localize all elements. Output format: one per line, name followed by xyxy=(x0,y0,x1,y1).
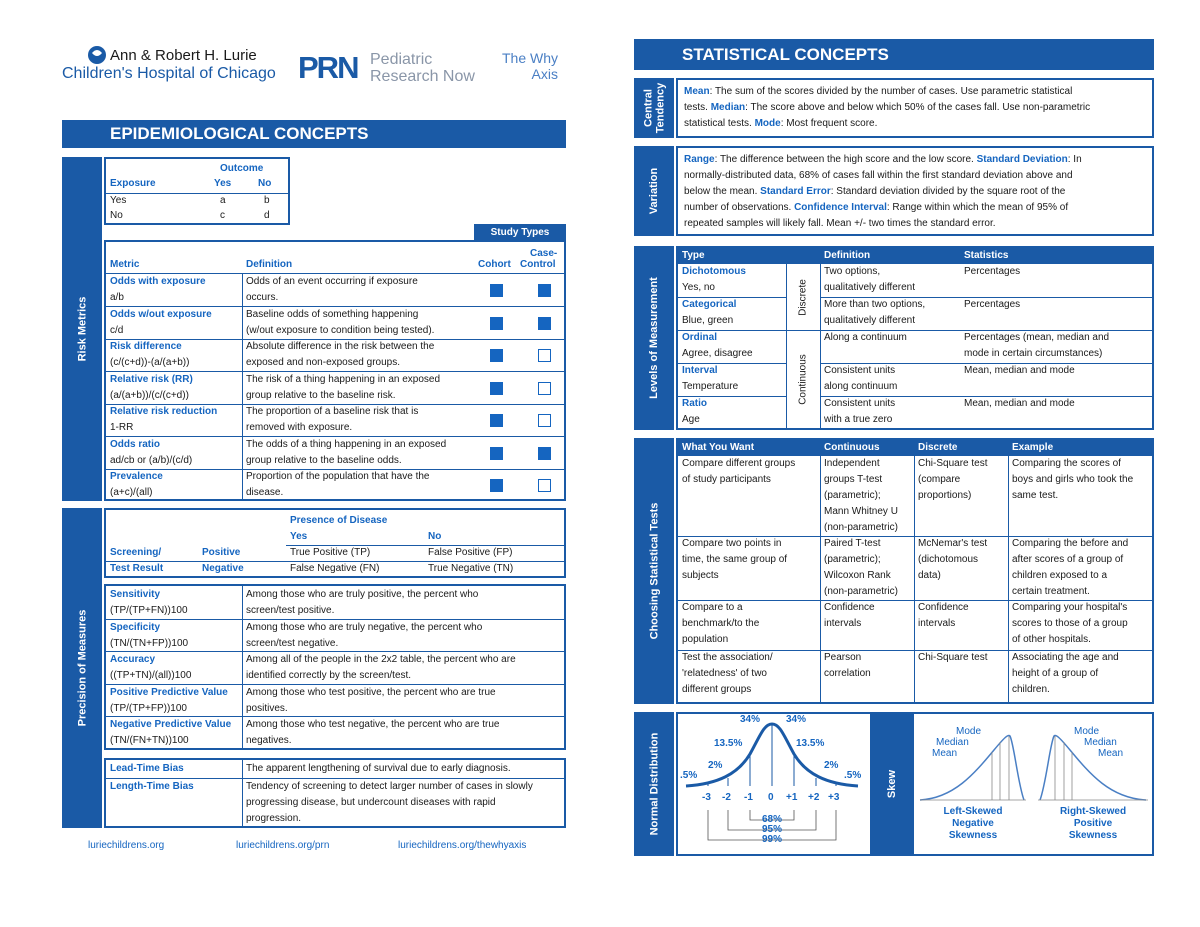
case-control-box-icon xyxy=(538,479,551,492)
left-mode: Mode xyxy=(956,726,982,737)
measure-def-2: identified correctly by the screen/test. xyxy=(246,670,412,681)
variation-segment: Confidence Interval xyxy=(794,202,887,213)
tests-head-ex: Example xyxy=(1012,442,1054,453)
pct-135-right: 13.5% xyxy=(796,738,825,749)
left-median: Median xyxy=(936,737,969,748)
central-text xyxy=(684,84,1146,132)
test-cont: groups T-test xyxy=(824,474,883,485)
case-control-box-icon xyxy=(538,317,551,330)
sd-tick--1: -1 xyxy=(744,792,753,803)
test-cont: (non-parametric) xyxy=(824,522,898,533)
central-segment: Mean xyxy=(684,86,710,97)
level-type: Ratio xyxy=(682,398,707,409)
metric-def-2: group relative to the baseline odds. xyxy=(246,454,402,466)
variation-line xyxy=(684,184,1146,200)
tests-table xyxy=(676,438,1154,704)
central-side-1: Central xyxy=(642,89,654,127)
level-def-1: Two options, xyxy=(824,266,881,277)
variation-label: Variation xyxy=(648,167,660,215)
pct-135-left: 13.5% xyxy=(714,738,743,749)
metric-def-2: disease. xyxy=(246,487,284,498)
level-example: Age xyxy=(682,414,700,425)
pct-05-left: .5% xyxy=(680,770,698,781)
pct-34-right: 34% xyxy=(786,714,807,725)
test-cont: (parametric); xyxy=(824,490,881,501)
test-cont: Mann Whitney U xyxy=(824,506,898,517)
measure-def-1: Among all of the people in the 2x2 table, the percent who are xyxy=(246,654,516,665)
metric-def-2: removed with exposure. xyxy=(246,422,353,433)
test-disc: Confidence xyxy=(918,602,969,613)
metric-def-1: Baseline odds of something happening xyxy=(246,308,419,320)
level-def-2: along continuum xyxy=(824,381,898,392)
variation-line xyxy=(684,200,1146,216)
pct-05-right: .5% xyxy=(844,770,862,781)
test-want: different groups xyxy=(682,684,752,695)
test-want: Compare two points in xyxy=(682,538,782,549)
true-positive: True Positive (TP) xyxy=(290,547,371,558)
cohort-box-icon xyxy=(490,349,503,362)
presence-label: Presence of Disease xyxy=(290,515,388,526)
test-want: benchmark/to the xyxy=(682,618,760,629)
prn-line2: Research Now xyxy=(370,68,475,85)
level-stat-2: mode in certain circumstances) xyxy=(964,348,1103,359)
test-ex: Comparing the scores of xyxy=(1012,458,1121,469)
study-types-label: Study Types xyxy=(490,227,550,238)
test-disc: (dichotomous xyxy=(918,554,979,565)
bias-name: Lead-Time Bias xyxy=(110,763,184,774)
measure-def-1: Among those who test positive, the percent who are true xyxy=(246,686,496,698)
sd-tick-3: +3 xyxy=(828,792,840,803)
metric-def-1: Proportion of the population that have the xyxy=(246,471,430,482)
link-whyaxis[interactable]: luriechildrens.org/thewhyaxis xyxy=(398,840,527,851)
level-stat-1: Mean, median and mode xyxy=(964,365,1075,376)
measure-def-2: screen/test positive. xyxy=(246,605,335,616)
central-segment: Mode xyxy=(754,118,781,129)
test-ex: children exposed to a xyxy=(1012,570,1108,581)
level-def-1: More than two options, xyxy=(824,299,926,310)
lurie-line1: Ann & Robert H. Lurie xyxy=(110,47,257,64)
level-stat-1: Percentages (mean, median and xyxy=(964,332,1110,343)
risk-metrics-table xyxy=(104,240,566,501)
link-lurie[interactable]: luriechildrens.org xyxy=(88,840,165,851)
test-cont: (non-parametric) xyxy=(824,586,898,597)
variation-segment: number of observations. xyxy=(684,202,795,213)
cohort-box-icon xyxy=(490,382,503,395)
measure-formula: (TP/(TP+FP))100 xyxy=(110,702,187,714)
central-segment: tests. xyxy=(684,102,711,113)
risk-metrics-label: Risk Metrics xyxy=(76,296,88,362)
test-cont: Wilcoxon Rank xyxy=(824,570,891,581)
false-positive: False Positive (FP) xyxy=(428,547,513,558)
variation-segment: : Range within which the mean of 95% of xyxy=(886,202,1069,213)
central-segment: Median xyxy=(710,102,746,113)
sd-tick--2: -2 xyxy=(722,792,731,803)
variation-line xyxy=(684,168,1146,184)
variation-segment: below the mean. xyxy=(684,186,761,197)
precision-side xyxy=(62,508,102,828)
why-axis-logo xyxy=(486,50,558,90)
risk-metrics-side xyxy=(62,157,102,501)
metric-def-2: (w/out exposure to condition being tested). xyxy=(246,324,435,336)
central-segment: : The sum of the scores divided by the number of cases. Use parametric statistical xyxy=(709,86,1073,97)
outcome-label: Outcome xyxy=(220,163,264,174)
link-prn[interactable]: luriechildrens.org/prn xyxy=(236,840,330,851)
central-side-2: Tendency xyxy=(654,82,666,134)
metric-def-2: exposed and non-exposed groups. xyxy=(246,357,401,368)
test-cont: correlation xyxy=(824,668,871,679)
variation-segment: : In xyxy=(1067,154,1082,165)
lurie-flower-icon xyxy=(86,45,108,65)
variation-segment: Standard Error xyxy=(760,186,831,197)
level-def-2: qualitatively different xyxy=(824,282,915,293)
cohort-box-icon xyxy=(490,447,503,460)
test-disc: McNemar's test xyxy=(918,538,988,549)
col-metric: Metric xyxy=(110,259,140,270)
true-negative: True Negative (TN) xyxy=(428,563,514,574)
metric-name: Risk difference xyxy=(110,341,182,352)
measures-table xyxy=(104,584,566,750)
metric-formula: a/b xyxy=(110,292,124,303)
central-side xyxy=(634,78,674,138)
variation-segment: : Standard deviation divided by the square root of the xyxy=(830,186,1066,197)
test-want: Compare different groups xyxy=(682,458,796,469)
measure-formula: (TN/(TN+FP))100 xyxy=(110,637,189,649)
variation-segment: : The difference between the high score and the low score. xyxy=(714,154,977,165)
tests-head-want: What You Want xyxy=(682,442,755,453)
tests-head-cont: Continuous xyxy=(824,442,880,453)
levels-label: Levels of Measurement xyxy=(648,277,660,399)
sd-tick--3: -3 xyxy=(702,792,711,803)
sd-tick-2: +2 xyxy=(808,792,820,803)
test-disc: Chi-Square test xyxy=(918,652,988,663)
sd-tick-0: 0 xyxy=(768,792,774,803)
cohort-box-icon xyxy=(490,317,503,330)
discrete-label: Discrete xyxy=(797,279,809,316)
level-example: Temperature xyxy=(682,381,739,392)
measure-name: Sensitivity xyxy=(110,589,161,600)
levels-table xyxy=(676,246,1154,430)
presence-yes: Yes xyxy=(290,531,308,542)
bias-def: The apparent lengthening of survival due to early diagnosis. xyxy=(246,763,511,774)
measure-formula: (TP/(TP+FN))100 xyxy=(110,605,188,616)
right-skew-sub1: Positive xyxy=(1073,818,1113,829)
right-mode: Mode xyxy=(1074,726,1100,737)
metric-def-2: group relative to the baseline risk. xyxy=(246,389,396,401)
test-ex: boys and girls who took the xyxy=(1012,474,1134,485)
col-cohort: Cohort xyxy=(478,259,511,270)
bias-def: progression. xyxy=(246,813,302,824)
test-want: population xyxy=(682,634,729,645)
variation-segment: Standard Deviation xyxy=(976,154,1068,165)
pct-34-left: 34% xyxy=(740,714,761,725)
case-control-box-icon xyxy=(538,349,551,362)
skew-label: Skew xyxy=(885,769,898,799)
left-skew-sub2: Skewness xyxy=(948,830,998,841)
metric-def-1: Odds of an event occurring if exposure xyxy=(246,276,418,287)
outcome-no: No xyxy=(258,178,272,189)
metric-formula: (a/(a+b))/(c/(c+d)) xyxy=(110,389,189,401)
metric-name: Odds w/out exposure xyxy=(110,308,212,320)
variation-segment: Range xyxy=(684,154,715,165)
metric-formula: (c/(c+d))-(a/(a+b)) xyxy=(110,357,190,368)
metric-def-1: The risk of a thing happening in an exposed xyxy=(246,373,441,385)
test-ex: Comparing your hospital's xyxy=(1012,602,1128,613)
variation-segment: repeated samples will likely fall. Mean +/- two times the standard error. xyxy=(684,218,996,229)
stats-title-bar xyxy=(634,39,1154,70)
epi-title: EPIDEMIOLOGICAL CONCEPTS xyxy=(110,124,369,143)
test-ex: certain treatment. xyxy=(1012,586,1090,597)
tests-side xyxy=(634,438,674,704)
measure-name: Specificity xyxy=(110,621,161,633)
metric-formula: ad/cb or (a/b)/(c/d) xyxy=(110,454,193,466)
levels-head-stat: Statistics xyxy=(964,250,1009,261)
level-type: Ordinal xyxy=(682,332,718,343)
skew-box xyxy=(912,712,1154,856)
test-ex: same test. xyxy=(1012,490,1059,501)
level-def-1: Consistent units xyxy=(824,398,896,409)
case-control-box-icon xyxy=(538,382,551,395)
test-ex: scores to those of a group xyxy=(1012,618,1128,629)
screening-label: Screening/ xyxy=(110,547,162,558)
level-def-2: qualitatively different xyxy=(824,315,915,326)
cohort-box-icon xyxy=(490,414,503,427)
right-mean: Mean xyxy=(1098,748,1124,759)
lurie-logo xyxy=(62,45,287,90)
measure-def-2: positives. xyxy=(246,702,288,714)
metric-name: Odds with exposure xyxy=(110,276,206,287)
range-99: 99% xyxy=(762,834,783,845)
exposure-table xyxy=(104,157,290,225)
cell-c: c xyxy=(220,210,225,221)
study-types-header xyxy=(474,224,566,241)
normal-side xyxy=(634,712,674,856)
cohort-box-icon xyxy=(490,479,503,492)
right-median: Median xyxy=(1084,737,1117,748)
bias-name: Length-Time Bias xyxy=(110,781,194,792)
level-type: Dichotomous xyxy=(682,266,746,277)
col-definition: Definition xyxy=(246,259,293,270)
epi-title-bar xyxy=(62,120,566,148)
false-negative: False Negative (FN) xyxy=(290,563,380,574)
case-control-box-icon xyxy=(538,447,551,460)
measure-def-1: Among those who are truly negative, the percent who xyxy=(246,621,483,633)
measure-name: Negative Predictive Value xyxy=(110,719,232,730)
why-line2: Axis xyxy=(531,66,558,82)
test-result-label: Test Result xyxy=(110,563,164,574)
test-cont: Paired T-test xyxy=(824,538,881,549)
metric-def-2: occurs. xyxy=(246,292,279,303)
test-cont: intervals xyxy=(824,618,862,629)
level-stat-1: Percentages xyxy=(964,266,1021,277)
level-example: Blue, green xyxy=(682,315,734,326)
case-control-box-icon xyxy=(538,284,551,297)
central-line xyxy=(684,116,1146,132)
range-95: 95% xyxy=(762,824,783,835)
stats-title: STATISTICAL CONCEPTS xyxy=(682,44,889,64)
test-want: 'relatedness' of two xyxy=(682,668,767,679)
variation-line xyxy=(684,152,1146,168)
col-case-1: Case- xyxy=(530,248,558,259)
pct-2-left: 2% xyxy=(708,760,723,771)
levels-side xyxy=(634,246,674,430)
range-68: 68% xyxy=(762,814,783,825)
measure-def-1: Among those who are truly positive, the percent who xyxy=(246,589,479,600)
level-example: Agree, disagree xyxy=(682,348,753,359)
test-ex: of other hospitals. xyxy=(1012,634,1091,645)
cell-b: b xyxy=(264,195,270,206)
level-example: Yes, no xyxy=(682,282,715,293)
metric-formula: c/d xyxy=(110,324,124,336)
metric-formula: (a+c)/(all) xyxy=(110,487,153,498)
col-case-2: Control xyxy=(520,259,556,270)
central-line xyxy=(684,100,1146,116)
test-cont: Pearson xyxy=(824,652,862,663)
lurie-line2: Children's Hospital of Chicago xyxy=(62,65,276,82)
central-segment: : The score above and below which 50% of the cases fall. Use non-parametric xyxy=(745,102,1091,113)
presence-no: No xyxy=(428,531,442,542)
prn-mark: PRN xyxy=(298,50,358,85)
variation-box xyxy=(676,146,1154,236)
normal-box xyxy=(676,712,872,856)
right-skew-sub2: Skewness xyxy=(1068,830,1118,841)
metric-def-1: The proportion of a baseline risk that is xyxy=(246,406,419,417)
variation-segment: normally-distributed data, 68% of cases fall within the first standard deviation above and xyxy=(684,170,1073,181)
test-want: Compare to a xyxy=(682,602,743,613)
left-mean: Mean xyxy=(932,748,958,759)
test-want: subjects xyxy=(682,570,719,581)
level-stat-1: Mean, median and mode xyxy=(964,398,1075,409)
precision-label: Precision of Measures xyxy=(76,609,88,727)
level-stat-1: Percentages xyxy=(964,299,1021,310)
screening-table xyxy=(104,508,566,578)
outcome-yes: Yes xyxy=(214,178,232,189)
pct-2-right: 2% xyxy=(824,760,839,771)
test-ex: children. xyxy=(1012,684,1050,695)
test-want: of study participants xyxy=(682,474,771,485)
measure-def-2: negatives. xyxy=(246,735,292,746)
measure-formula: (TN/(FN+TN))100 xyxy=(110,735,189,746)
test-disc: data) xyxy=(918,570,941,581)
measure-name: Accuracy xyxy=(110,654,156,665)
exposure-no: No xyxy=(110,210,123,221)
test-ex: height of a group of xyxy=(1012,668,1099,679)
normal-label: Normal Distribution xyxy=(648,732,661,836)
positive-label: Positive xyxy=(202,547,241,558)
level-type: Interval xyxy=(682,365,718,376)
case-control-box-icon xyxy=(538,414,551,427)
left-skew-sub1: Negative xyxy=(952,818,994,829)
test-disc: (compare xyxy=(918,474,961,485)
levels-head-type: Type xyxy=(682,250,705,261)
cell-d: d xyxy=(264,210,270,221)
test-ex: Associating the age and xyxy=(1012,652,1119,663)
cell-a: a xyxy=(220,195,226,206)
negative-label: Negative xyxy=(202,563,244,574)
why-line1: The Why xyxy=(501,50,558,66)
measure-def-2: screen/test negative. xyxy=(246,637,339,649)
test-cont: Independent xyxy=(824,458,880,469)
left-skew-title: Left-Skewed xyxy=(943,806,1003,817)
test-ex: Comparing the before and xyxy=(1012,538,1129,549)
level-def-1: Consistent units xyxy=(824,365,896,376)
variation-text xyxy=(684,152,1146,232)
prn-line1: Pediatric xyxy=(370,51,433,68)
test-ex: after scores of a group of xyxy=(1012,554,1124,565)
metric-def-1: Absolute difference in the risk between the xyxy=(246,341,435,352)
central-segment: statistical tests. xyxy=(684,118,755,129)
test-cont: (parametric); xyxy=(824,554,881,565)
tests-head-disc: Discrete xyxy=(918,442,958,453)
measure-def-1: Among those who test negative, the percent who are true xyxy=(246,719,500,730)
right-skew-title: Right-Skewed xyxy=(1059,806,1127,817)
bias-table xyxy=(104,758,566,828)
variation-line xyxy=(684,216,1146,232)
metric-name: Odds ratio xyxy=(110,438,161,450)
test-disc: proportions) xyxy=(918,490,972,501)
exposure-label: Exposure xyxy=(110,178,156,189)
continuous-label: Continuous xyxy=(797,354,809,405)
central-line xyxy=(684,84,1146,100)
exposure-yes: Yes xyxy=(110,195,127,206)
test-cont: Confidence xyxy=(824,602,875,613)
test-want: Test the association/ xyxy=(682,652,773,663)
levels-head-def: Definition xyxy=(824,250,871,261)
skew-side xyxy=(872,712,912,856)
test-disc: Chi-Square test xyxy=(918,458,988,469)
metric-formula: 1-RR xyxy=(110,422,134,433)
cohort-box-icon xyxy=(490,284,503,297)
level-def-1: Along a continuum xyxy=(824,332,907,343)
bias-def: Tendency of screening to detect larger number of cases in slowly xyxy=(246,781,533,792)
sd-tick-1: +1 xyxy=(786,792,798,803)
metric-def-1: The odds of a thing happening in an exposed xyxy=(246,438,447,450)
metric-name: Relative risk (RR) xyxy=(110,373,193,385)
test-want: time, the same group of xyxy=(682,554,788,565)
central-box xyxy=(676,78,1154,138)
metric-name: Relative risk reduction xyxy=(110,406,218,417)
level-type: Categorical xyxy=(682,299,737,310)
measure-formula: ((TP+TN)/(all))100 xyxy=(110,670,192,681)
bias-def: progressing disease, but undercount diseases with rapid xyxy=(246,797,496,808)
test-disc: intervals xyxy=(918,618,956,629)
metric-name: Prevalence xyxy=(110,471,163,482)
level-def-2: with a true zero xyxy=(824,414,893,425)
prn-logo xyxy=(298,50,488,90)
central-segment: : Most frequent score. xyxy=(780,118,878,129)
tests-label: Choosing Statistical Tests xyxy=(648,502,660,640)
measure-name: Positive Predictive Value xyxy=(110,686,228,698)
variation-side xyxy=(634,146,674,236)
